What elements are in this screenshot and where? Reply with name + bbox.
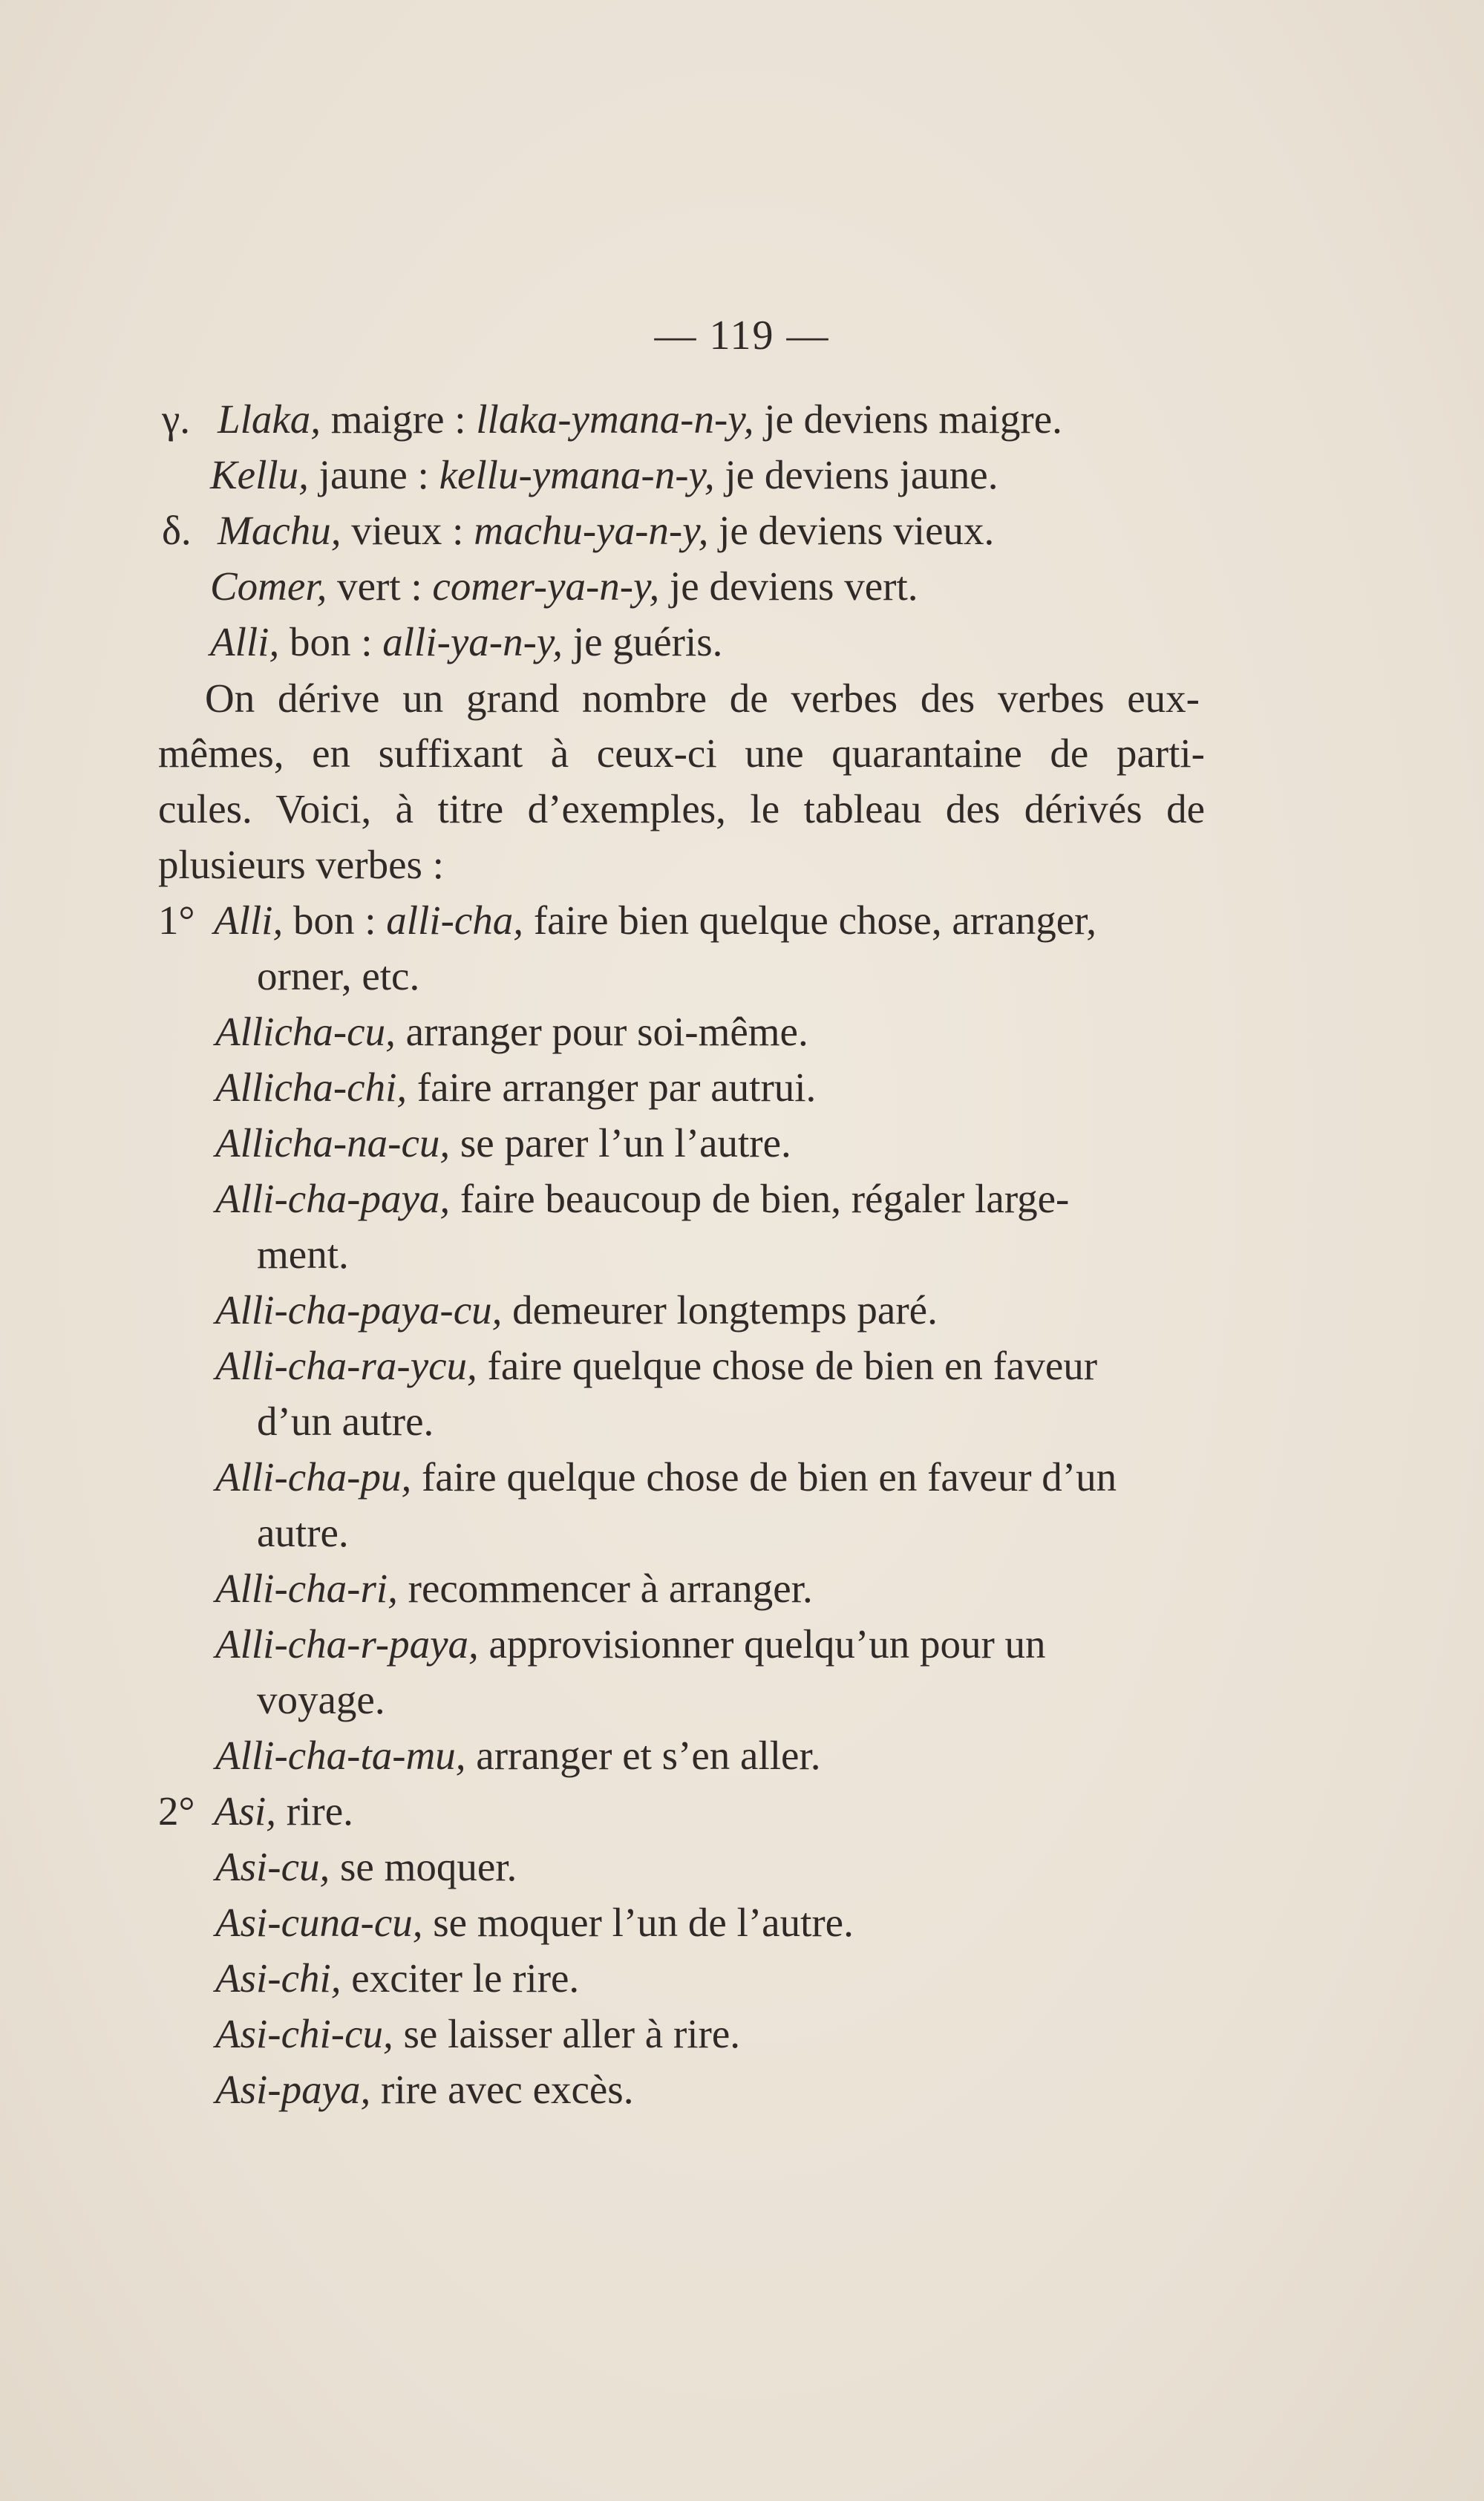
text-line: [162, 505, 994, 557]
term: Alli-cha-ri,: [215, 1566, 398, 1611]
paragraph-text: plusieurs verbes :: [158, 842, 444, 887]
gloss: vieux :: [341, 508, 474, 553]
term: Allicha-na-cu,: [215, 1120, 451, 1166]
page-number: — 119 —: [654, 313, 830, 359]
gloss: rire avec excès.: [370, 2067, 634, 2112]
paragraph-line: [205, 673, 1200, 725]
item-marker: 2°: [158, 1788, 195, 1834]
item-marker: δ.: [162, 508, 192, 553]
text-line: [162, 393, 1062, 445]
gloss: exciter le rire.: [341, 1955, 580, 2001]
gloss: je deviens vieux.: [708, 508, 995, 553]
gloss: bon :: [283, 898, 387, 943]
gloss: approvisionner quelqu’un pour un: [478, 1621, 1046, 1667]
term: Alli-cha-paya-cu,: [215, 1287, 503, 1333]
text-line: [215, 1618, 1046, 1670]
term: Alli-cha-ra-ycu,: [215, 1343, 477, 1388]
term: Asi-chi,: [215, 1955, 341, 2001]
gloss: se moquer.: [330, 1844, 517, 1889]
continuation-line: orner, etc.: [257, 953, 420, 998]
term: Alli,: [210, 619, 280, 664]
term: Asi-cu,: [215, 1844, 330, 1889]
gloss: faire arranger par autrui.: [407, 1065, 817, 1110]
text-line: [215, 1006, 808, 1058]
gloss: faire beaucoup de bien, régaler large-: [450, 1176, 1070, 1221]
term: Machu,: [218, 508, 341, 553]
paragraph-text: On dérive un grand nombre de verbes des verbes eux-: [205, 676, 1200, 721]
gloss: je deviens maigre.: [754, 396, 1062, 442]
item-marker: γ.: [162, 396, 191, 442]
text-line: [215, 1952, 579, 2004]
paragraph-line: [158, 839, 444, 891]
term: Asi-paya,: [215, 2067, 371, 2112]
derived-form: machu-ya-n-y,: [474, 508, 709, 553]
derived-form: llaka-ymana-n-y,: [476, 396, 754, 442]
gloss: se moquer l’un de l’autre.: [422, 1900, 854, 1945]
gloss: je guéris.: [563, 619, 723, 664]
derived-form: alli-ya-n-y,: [382, 619, 563, 664]
derived-form: alli-cha,: [386, 898, 524, 943]
text-line: [215, 1173, 1069, 1225]
gloss: bon :: [279, 619, 383, 664]
term: Alli-cha-paya,: [215, 1176, 451, 1221]
text-line: [215, 1563, 813, 1615]
text-line: [215, 1897, 854, 1949]
derived-form: comer-ya-n-y,: [432, 563, 660, 609]
term: Alli-cha-pu,: [215, 1454, 412, 1500]
term: Asi-chi-cu,: [215, 2011, 393, 2056]
term: Allicha-cu,: [215, 1009, 396, 1054]
text-line: [158, 1785, 353, 1837]
text-line: [215, 2064, 633, 2116]
term: Comer,: [210, 563, 327, 609]
paragraph-line: [158, 783, 1205, 835]
paragraph-line: [158, 728, 1205, 779]
continuation-line: ment.: [257, 1232, 349, 1277]
text-line: [215, 1730, 820, 1782]
text-line: [215, 1062, 816, 1114]
text-line: [210, 616, 722, 668]
derived-form: kellu-ymana-n-y,: [439, 452, 715, 497]
term: Alli-cha-r-paya,: [215, 1621, 479, 1667]
continuation-line: autre.: [257, 1510, 349, 1555]
term: Kellu,: [210, 452, 309, 497]
gloss: vert :: [327, 563, 433, 609]
item-marker: 1°: [158, 898, 195, 943]
gloss: faire quelque chose de bien en faveur: [477, 1343, 1098, 1388]
text-line: [210, 449, 998, 501]
term: Asi,: [214, 1788, 277, 1834]
gloss: je deviens jaune.: [714, 452, 998, 497]
text-line: [215, 1284, 938, 1336]
gloss: se laisser aller à rire.: [393, 2011, 741, 2056]
gloss: se parer l’un l’autre.: [450, 1120, 791, 1166]
continuation-line: voyage.: [257, 1677, 385, 1722]
gloss: arranger pour soi-même.: [395, 1009, 808, 1054]
term: Llaka,: [218, 396, 321, 442]
text-line: [210, 560, 918, 612]
text-line: [215, 1841, 517, 1893]
gloss: faire bien quelque chose, arranger,: [523, 898, 1097, 943]
text-line: [215, 2008, 740, 2060]
gloss: arranger et s’en aller.: [465, 1733, 821, 1778]
term: Asi-cuna-cu,: [215, 1900, 423, 1945]
gloss: jaune :: [308, 452, 439, 497]
gloss: demeurer longtemps paré.: [502, 1287, 938, 1333]
gloss: rire.: [276, 1788, 353, 1834]
gloss: je deviens vert.: [659, 563, 918, 609]
text-line: [158, 895, 1096, 947]
term: Alli-cha-ta-mu,: [215, 1733, 466, 1778]
text-line: [215, 1340, 1097, 1392]
continuation-line: d’un autre.: [257, 1399, 434, 1444]
term: Allicha-chi,: [215, 1065, 408, 1110]
term: Alli,: [214, 898, 284, 943]
paragraph-text: mêmes, en suffixant à ceux-ci une quarantaine de parti-: [158, 730, 1205, 776]
paragraph-text: cules. Voici, à titre d’exemples, le tableau des dérivés de: [158, 786, 1205, 831]
text-line: [215, 1117, 791, 1169]
gloss: faire quelque chose de bien en faveur d’un: [411, 1454, 1117, 1500]
gloss: recommencer à arranger.: [397, 1566, 813, 1611]
text-line: [215, 1451, 1117, 1503]
gloss: maigre :: [321, 396, 477, 442]
